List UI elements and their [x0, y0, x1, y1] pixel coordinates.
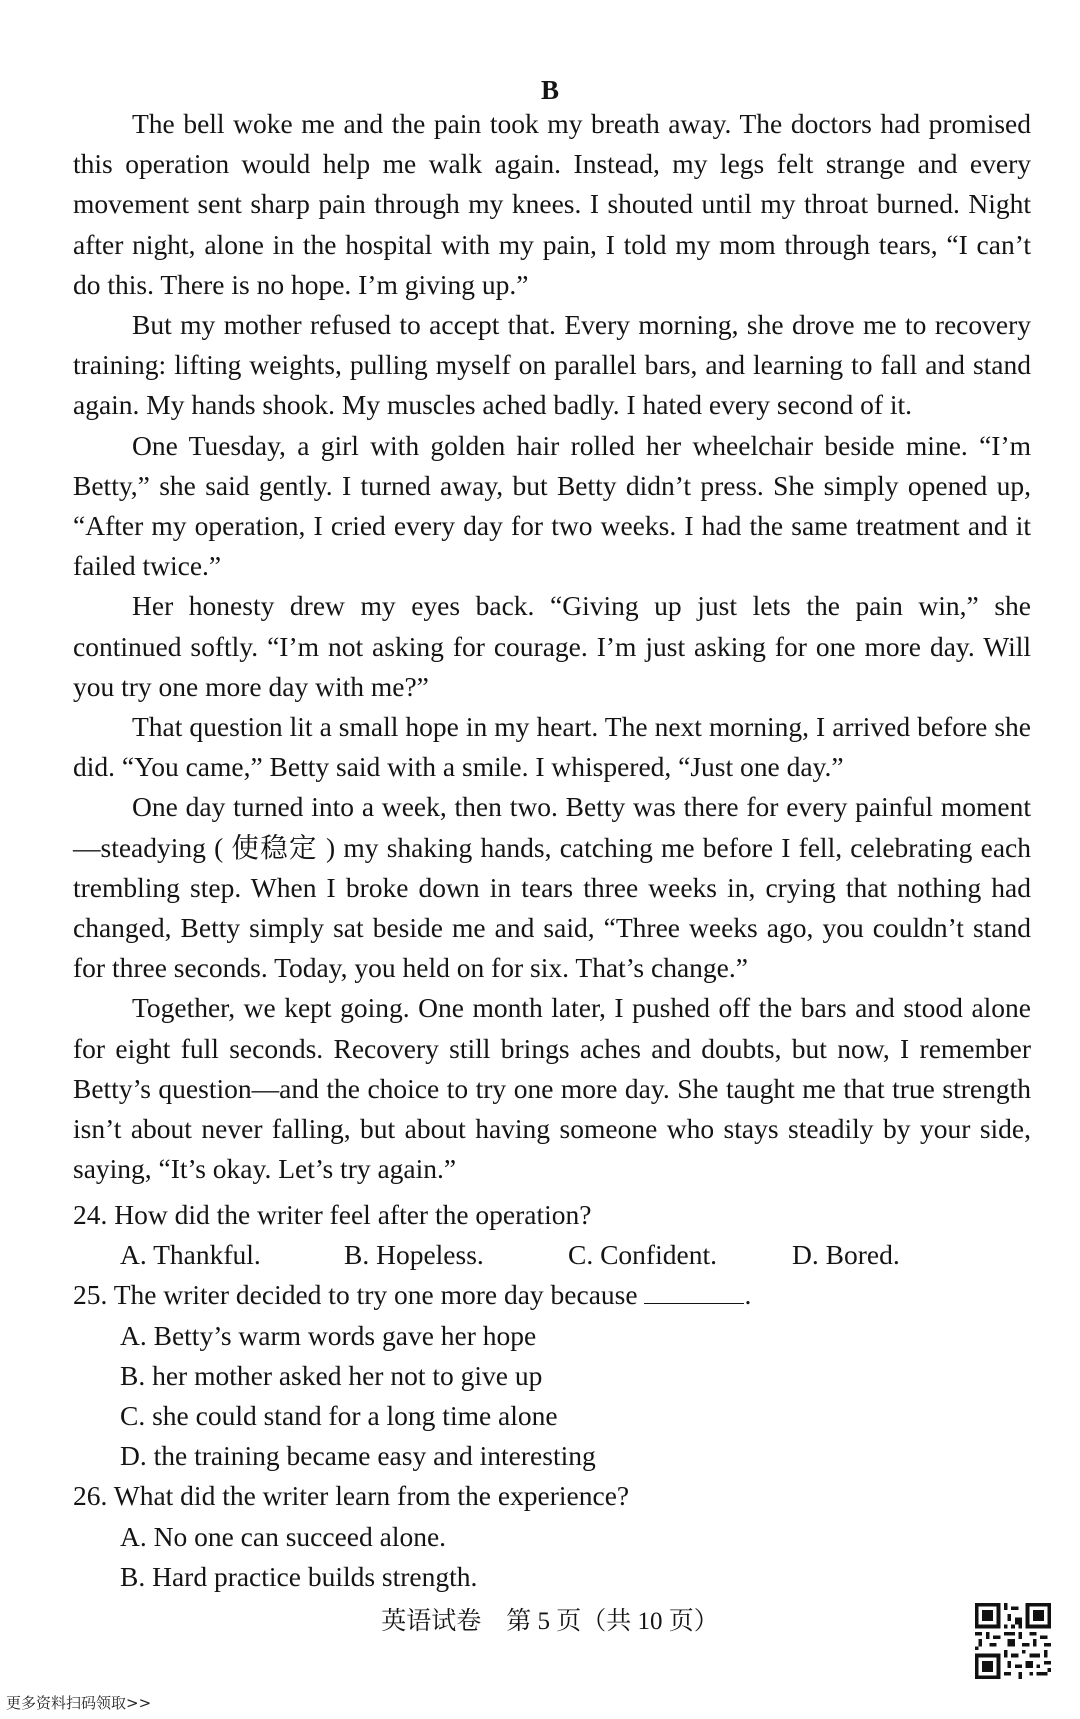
option-b: B. Hopeless.	[344, 1239, 484, 1271]
qr-code-icon[interactable]	[975, 1603, 1051, 1679]
answer-blank	[644, 1281, 744, 1304]
paragraph: One day turned into a week, then two. Betty was there for every painful moment—steadying ( 使稳定 ) my shaking hands, catching me before I fell, celebrating each trembling step. When I broke down in tears three weeks in, crying that nothing had changed, Betty simply sat beside me and said, “Three weeks ago, you couldn’t stand for three seconds. Today, you held on for six. That’s change.”	[73, 791, 1031, 984]
paragraph: Her honesty drew my eyes back. “Giving up just lets the pain win,” she continued softly. “I’m not asking for courage. I’m just asking for one more day. Will you try one more day with me?”	[73, 590, 1031, 702]
paragraph: Together, we kept going. One month later, I pushed off the bars and stood alone for eight full seconds. Recovery still brings aches and doubts, but now, I remember Betty’s question—and the choice to try one more day. She taught me that true strength isn’t about never falling, but about having someone who stays steadily by your side, saying, “It’s okay. Let’s try again.”	[73, 992, 1031, 1185]
paragraph: One Tuesday, a girl with golden hair rolled her wheelchair beside mine. “I’m Betty,” she said gently. I turned away, but Betty didn’t press. She simply opened up, “After my operation, I cried every day for two weeks. I had the same treatment and it failed twice.”	[73, 429, 1031, 582]
option-d: D. the training became easy and interesting	[120, 1440, 596, 1472]
option-a: A. Thankful.	[120, 1239, 261, 1271]
option-d: D. Bored.	[792, 1239, 900, 1271]
option-list	[73, 1517, 1031, 1597]
section-title: B	[540, 75, 559, 105]
option-b: B. her mother asked her not to give up	[120, 1359, 543, 1391]
paragraph: But my mother refused to accept that. Every morning, she drove me to recovery training: lifting weights, pulling myself on parallel bars, and learning to fall and stand again. My hands shook. My muscles ached badly. I hated every second of it.	[73, 309, 1031, 421]
passage	[73, 104, 1031, 1189]
footer-note[interactable]: 更多资料扫码领取>>	[6, 1694, 152, 1712]
question-stem: 26. What did the writer learn from the experience?	[73, 1480, 630, 1512]
option-a: A. Betty’s warm words gave her hope	[120, 1319, 537, 1351]
question-26	[73, 1476, 1031, 1597]
paragraph: That question lit a small hope in my heart. The next morning, I arrived before she did. “You came,” Betty said with a smile. I whispered, “Just one day.”	[73, 711, 1031, 783]
question-stem-text: 25. The writer decided to try one more day because	[73, 1279, 638, 1311]
option-a: A. No one can succeed alone.	[120, 1520, 447, 1552]
page-footer: 英语试卷 第 5 页（共 10 页）	[381, 1608, 719, 1635]
paragraph: The bell woke me and the pain took my breath away. The doctors had promised this operation would help me walk again. Instead, my legs felt strange and every movement sent sharp pain through my knees. I shouted until my throat burned. Night after night, alone in the hospital with my pain, I told my mom through tears, “I can’t do this. There is no hope. I’m giving up.”	[73, 108, 1031, 300]
question-25	[73, 1275, 1031, 1476]
option-list	[73, 1235, 1031, 1275]
question-stem	[73, 1275, 1031, 1315]
question-stem: 24. How did the writer feel after the operation?	[73, 1199, 592, 1230]
option-c: C. Confident.	[568, 1239, 717, 1271]
option-c: C. she could stand for a long time alone	[120, 1400, 558, 1432]
question-24	[73, 1195, 1031, 1275]
option-list	[73, 1316, 1031, 1477]
option-b: B. Hard practice builds strength.	[120, 1560, 478, 1592]
questions	[73, 1195, 1031, 1597]
question-stem-end: .	[744, 1279, 752, 1311]
